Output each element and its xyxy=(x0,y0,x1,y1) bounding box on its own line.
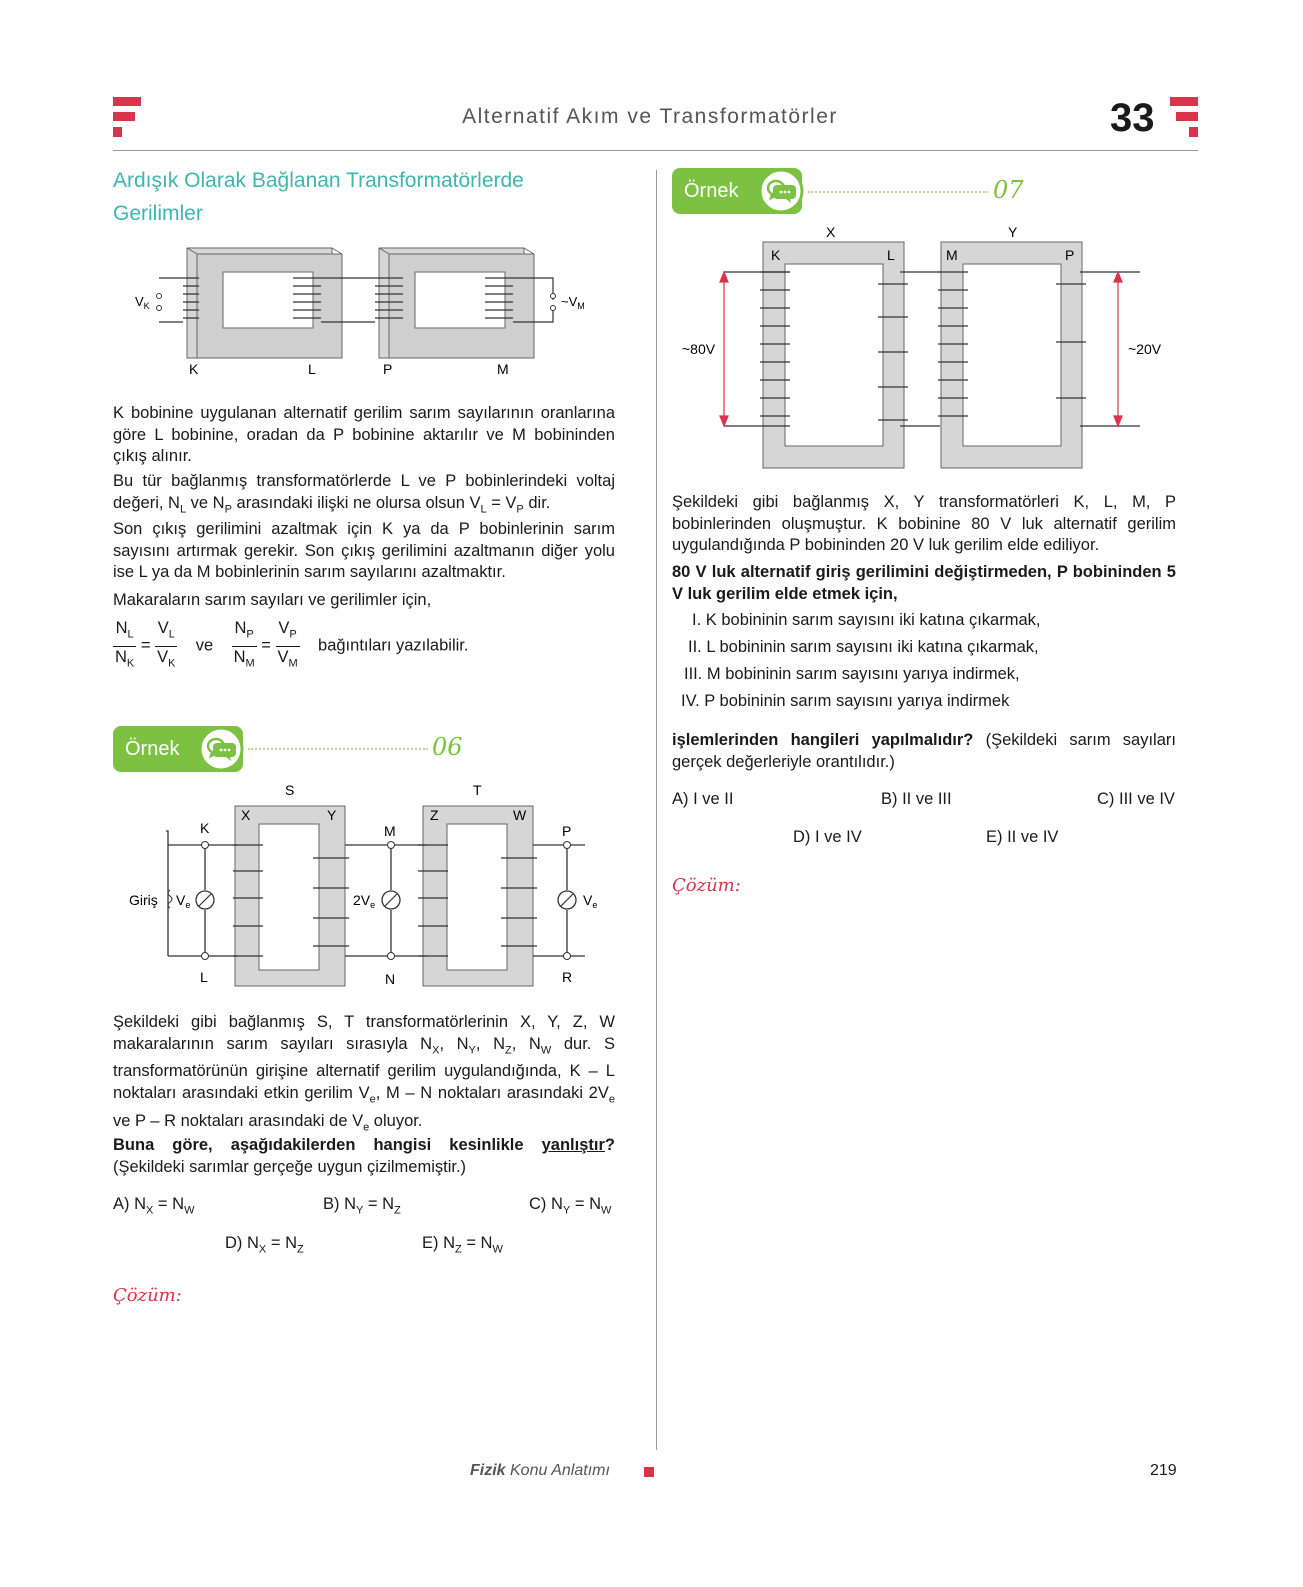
example-07-dotted-rule xyxy=(808,191,988,193)
page-number: 219 xyxy=(1150,1462,1177,1479)
column-divider xyxy=(656,170,657,1450)
fig1-coil-l: L xyxy=(308,361,316,377)
ratio-formula: $\frac{N_L}{N_K}$ = $\frac{V_L}{V_K}$ ve $\frac{N_P}{N_M}$ = $\frac{V_P}{V_M}$ bağıntıları yazılabilir. xyxy=(115,619,469,670)
paragraph-4: Makaraların sarım sayıları ve gerilimler için, xyxy=(113,591,432,609)
fig1-coil-p: P xyxy=(383,361,393,377)
option-c[interactable]: C) $N_Y = N_W$ xyxy=(529,1195,612,1217)
input-label: Giriş xyxy=(129,892,158,908)
option-e[interactable]: E) $N_Z = N_W$ xyxy=(422,1234,503,1256)
example-06-prompt: Buna göre, aşağıdakilerden hangisi kesinlikle yanlıştır? (Şekildeki sarımlar gerçeğe uygun çizilmemiştir.) xyxy=(113,1136,615,1176)
two-ve-label: $2V_e$ xyxy=(353,892,376,910)
transformer-y-label: Y xyxy=(1008,224,1018,240)
statement-iv: IV. P bobininin sarım sayısını yarıya indirmek xyxy=(681,692,1010,710)
solution-label-07: Çözüm: xyxy=(672,875,741,896)
paragraph-3: Son çıkış gerilimini azaltmak için K ya da P bobinlerinin sarım sayısını artırmak gerekir. Son çıkış gerilimini azaltmanın diğer yolu ise L ya da M bobinlerinin sarım sayılarını azaltmaktır. xyxy=(113,520,615,581)
section-title: Ardışık Olarak Bağlanan Transformatörlerde Gerilimler xyxy=(113,169,524,225)
chapter-number: 33 xyxy=(1110,96,1155,140)
input-voltage-label: ~80V xyxy=(682,341,716,357)
coil-k-label: K xyxy=(771,247,781,263)
cascaded-transformer-figure xyxy=(113,230,613,380)
point-r-label: R xyxy=(562,969,573,985)
coil-m-label: M xyxy=(946,247,958,263)
option-b[interactable]: B) $N_Y = N_Z$ xyxy=(323,1195,401,1217)
point-k-label: K xyxy=(200,820,210,836)
brand-logo-left xyxy=(113,97,141,137)
example-06-circuit-figure xyxy=(113,778,613,993)
coil-p-label: P xyxy=(1065,247,1075,263)
example-07-prompt: işlemlerinden hangileri yapılmalıdır? (Şekildeki sarım sayıları gerçek değerleriyle orantılıdır.) xyxy=(672,731,1176,771)
coil-l-label: L xyxy=(887,247,895,263)
paragraph-1: K bobinine uygulanan alternatif gerilim sarım sayılarının oranlarına göre L bobinine, oradan da P bobinine aktarılır ve M bobininden çıkış alınır. xyxy=(113,404,615,465)
brand-logo-right xyxy=(1170,97,1198,137)
transformer-x-label: X xyxy=(826,224,836,240)
speech-bubble-icon xyxy=(198,726,244,772)
chapter-title: Alternatif Akım ve Transformatörler xyxy=(462,105,838,128)
option-a[interactable]: A) $N_X = N_W$ xyxy=(113,1195,195,1217)
coil-x-label: X xyxy=(241,807,251,823)
fig1-coil-m: M xyxy=(497,361,509,377)
option-d[interactable]: D) $N_X = N_Z$ xyxy=(225,1234,304,1256)
option-e-07[interactable]: E) II ve IV xyxy=(986,828,1059,846)
statement-iii: III. M bobininin sarım sayısını yarıya indirmek, xyxy=(684,665,1020,683)
paragraph-2: Bu tür bağlanmış transformatörlerde L ve P bobinlerindeki voltaj değeri, $N_L$ ve $N_P$ arasındaki ilişki ne olursa olsun $V_L = V_P$ dir. xyxy=(113,472,615,515)
footer-square-icon xyxy=(644,1467,654,1477)
speech-bubble-icon xyxy=(758,168,804,214)
point-m-label: M xyxy=(384,823,396,839)
fig1-vm-label: $\sim V_M$ xyxy=(561,294,585,311)
solution-label-06: Çözüm: xyxy=(113,1285,182,1306)
point-p-label: P xyxy=(562,823,572,839)
example-07-condition: 80 V luk alternatif giriş gerilimini değiştirmeden, P bobininden 5 V luk gerilim elde etmek için, xyxy=(672,563,1176,603)
coil-y-label: Y xyxy=(327,807,337,823)
example-07-transformer-figure xyxy=(672,222,1182,474)
point-n-label: N xyxy=(385,971,396,987)
statement-ii: II. L bobininin sarım sayısını iki katına çıkarmak, xyxy=(688,638,1039,656)
point-l-label: L xyxy=(200,969,208,985)
ve-output-label: $V_e$ xyxy=(583,892,598,910)
example-06-number: 06 xyxy=(432,733,463,761)
fig1-vk-label: $V_K$ xyxy=(135,294,150,311)
output-voltage-label: ~20V xyxy=(1128,341,1162,357)
example-07-question: Şekildeki gibi bağlanmış X, Y transformatörleri K, L, M, P bobinlerinden oluşmuştur. K bobinine 80 V luk alternatif gerilim uygulandığında P bobininden 20 V luk gerilim elde ediliyor. xyxy=(672,493,1176,554)
header-divider xyxy=(113,150,1198,151)
option-c-07[interactable]: C) III ve IV xyxy=(1097,790,1175,808)
book-title: Fizik Konu Anlatımı xyxy=(470,1462,610,1479)
example-06-question: Şekildeki gibi bağlanmış S, T transformatörlerinin X, Y, Z, W makaralarının sarım sayıları sırasıyla $N_X$, $N_Y$, $N_Z$, $N_W$ dur. S transformatörünün girişine alternatif gerilim uygulandığında, K – L noktaları arasındaki etkin gerilim $V_e$, M – N noktaları arasındaki $2V_e$ ve P – R noktaları arasındaki de $V_e$ oluyor. xyxy=(113,1013,615,1133)
ve-input-label: $V_e$ xyxy=(176,892,191,910)
statement-i: I. K bobininin sarım sayısını iki katına çıkarmak, xyxy=(692,611,1041,629)
example-label: Örnek xyxy=(684,180,739,202)
option-a-07[interactable]: A) I ve II xyxy=(672,790,734,808)
coil-z-label: Z xyxy=(430,807,439,823)
example-label: Örnek xyxy=(125,738,180,760)
example-07-number: 07 xyxy=(993,176,1024,204)
example-06-dotted-rule xyxy=(248,748,428,750)
fig1-coil-k: K xyxy=(189,361,199,377)
option-d-07[interactable]: D) I ve IV xyxy=(793,828,862,846)
coil-w-label: W xyxy=(513,807,527,823)
transformer-t-label: T xyxy=(473,782,482,798)
transformer-s-label: S xyxy=(285,782,295,798)
option-b-07[interactable]: B) II ve III xyxy=(881,790,952,808)
